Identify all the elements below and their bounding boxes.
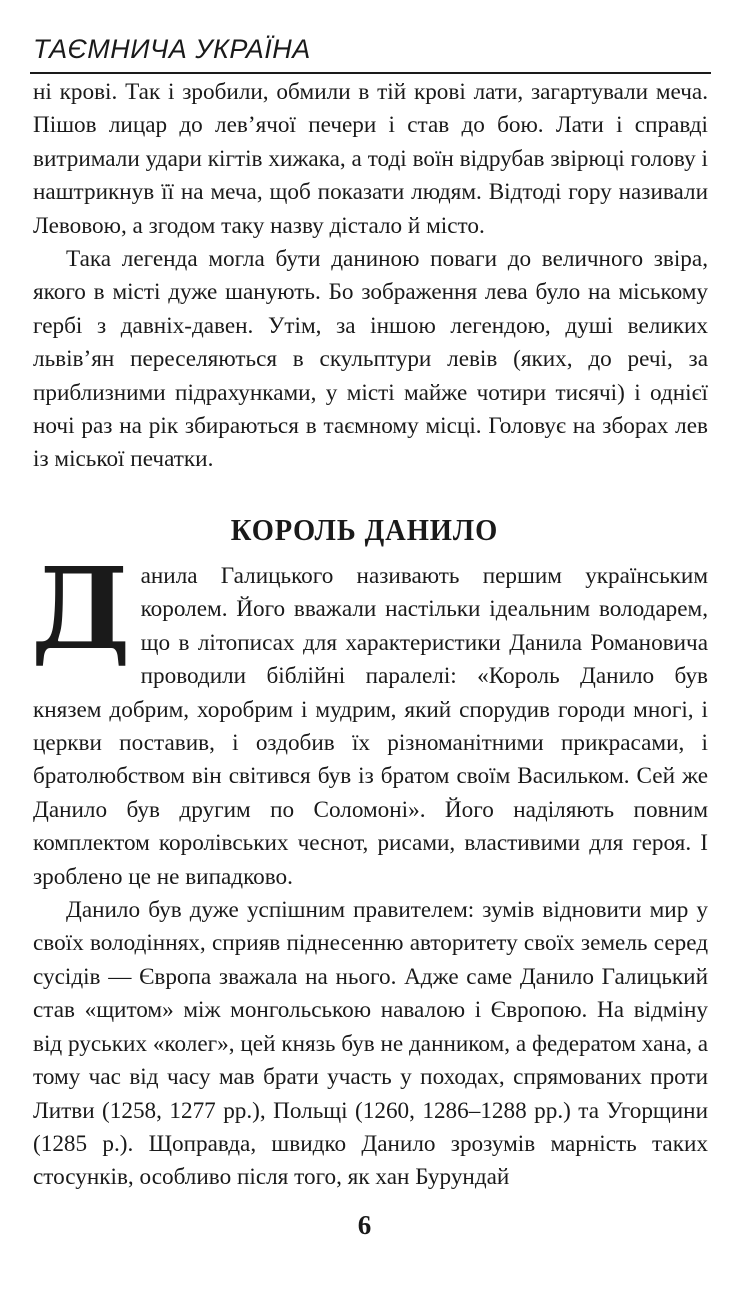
paragraph-danylo-intro (31, 544, 708, 894)
drop-cap: Д (31, 544, 131, 675)
paragraph-danylo-ruler: Данило був дуже успішним правителем: зумів відновити мир у своїх володіннях, сприяв піднесенню авторитету своїх земель серед сусідів — Європа зважала на нього. Адже саме Данило Галицький став «щитом» між монгольською навалою і Європою. На відміну від руських «колег», цей князь був не данником, а федератом хана, а тому час від часу мав брати участь у походах, спрямованих проти Литви (1258, 1277 рр.), Польщі (1260, 1286–1288 рр.) та Угорщини (1285 р.). Щоправда, швидко Данило зрозумів марність таких стосунків, особливо після того, як хан Бурундай (33, 897, 708, 1191)
section-title: КОРОЛЬ ДАНИЛО (230, 512, 499, 547)
text-block-top (33, 76, 708, 477)
paragraph-danylo-intro-text: анила Галицького називають першим українським королем. Його вважали настільки ідеальним володарем, що в літописах для характеристики Данила Романовича проводили біблійні паралелі: «Король Данило був князем добрим, хоробрим і мудрим, який спорудив городи многі, і церкви поставив, і оздобив їх різноманітними прикрасами, і братолюбством він світився був із братом своїм Васильком. Сей же Данило був другим по Соломоні». Його наділяють повним комплектом королівських чеснот, рисами, властивими для героя. І зроблено це не випадково. (33, 563, 708, 890)
page-number: 6 (357, 1210, 372, 1240)
running-header: ТАЄМНИЧА УКРАЇНА (33, 34, 311, 64)
header-rule (30, 72, 711, 74)
text-block-section (31, 544, 708, 1195)
paragraph-legend: Така легенда могла бути даниною поваги до величного звіра, якого в місті дуже шанують. Бо зображення лева було на міському гербі з давніх-давен. Утім, за іншою легендою, душі великих львів’ян переселяються в скульптури левів (яких, до речі, за приблизними підрахунками, у місті майже чотири тисячі) і однієї ночі раз на рік збираються в таємному місці. Головує на зборах лев із міської печатки. (33, 246, 708, 473)
paragraph-continuation: ні крові. Так і зробили, обмили в тій крові лати, загартували меча. Пішов лицар до лев’ячої печери і став до бою. Лати і справді витримали удари кігтів хижака, а тоді воїн відрубав звірюці голову і наштрикнув її на меча, щоб показати людям. Відтоді гору називали Левовою, а згодом таку назву дістало й місто. (33, 79, 708, 239)
